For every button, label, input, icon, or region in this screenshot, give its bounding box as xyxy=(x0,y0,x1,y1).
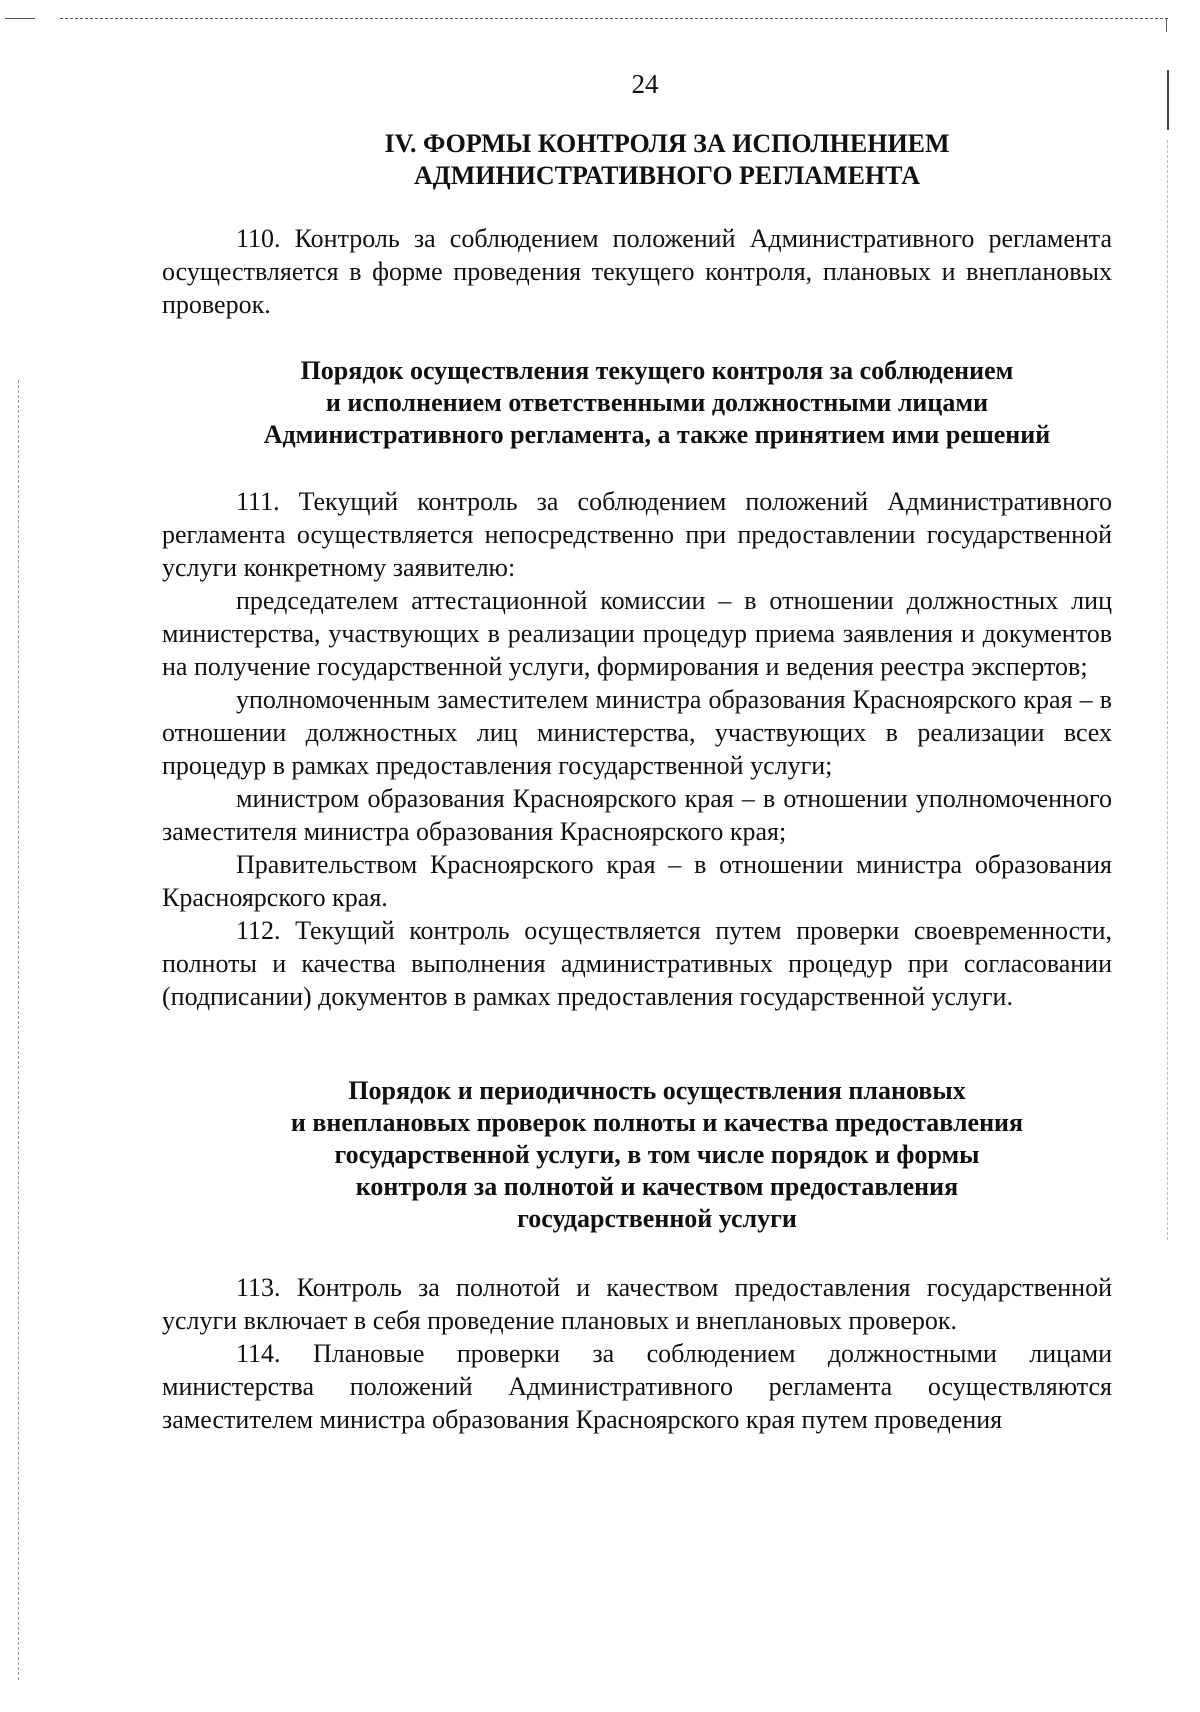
paragraph-111-deputy-minister: уполномоченным заместителем министра образования Красноярского края – в отношении должностных лиц министерства, участвующих в реализации всех процедур в рамках предоставления государственной услуги; xyxy=(162,685,1112,780)
scan-edge-right-faint xyxy=(1167,140,1168,1240)
page-number: 24 xyxy=(631,69,659,99)
subheading-current-control xyxy=(202,355,1112,451)
subheading-line: и внеплановых проверок полноты и качества предоставления xyxy=(290,1108,1024,1137)
section-title-line: АДМИНИСТРАТИВНОГО РЕГЛАМЕНТА xyxy=(414,161,920,190)
subheading-line: Порядок осуществления текущего контроля за соблюдением xyxy=(300,356,1014,385)
subheading-line: и исполнением ответственными должностными лицами xyxy=(325,388,989,417)
paragraph-112: 112. Текущий контроль осуществляется путем проверки своевременности, полноты и качества выполнения административных процедур при согласовании (подписании) документов в рамках предоставления государственной услуги. xyxy=(162,916,1112,1011)
paragraph-111-minister: министром образования Красноярского края – в отношении уполномоченного заместителя министра образования Красноярского края; xyxy=(162,784,1112,846)
paragraph-111: 111. Текущий контроль за соблюдением положений Административного регламента осуществляется непосредственно при предоставлении государственной услуги конкретному заявителю: xyxy=(162,487,1112,582)
section-title xyxy=(222,128,1112,192)
section-title-line: IV. ФОРМЫ КОНТРОЛЯ ЗА ИСПОЛНЕНИЕМ xyxy=(384,129,950,158)
scan-corner-mark xyxy=(1166,18,1167,32)
paragraph-111-chairman: председателем аттестационной комиссии – в отношении должностных лиц министерства, участвующих в реализации процедур приема заявления и документов на получение государственной услуги, формирования и ведения реестра экспертов; xyxy=(162,586,1112,681)
subheading-line: государственной услуги, в том числе порядок и формы xyxy=(334,1140,980,1169)
subheading-line: Порядок и периодичность осуществления плановых xyxy=(348,1076,966,1105)
scan-edge-left xyxy=(18,380,19,1680)
scan-edge-top xyxy=(60,18,1168,19)
subheading-scheduled-checks xyxy=(202,1075,1112,1235)
paragraph-110: 110. Контроль за соблюдением положений Административного регламента осуществляется в форме проведения текущего контроля, плановых и внеплановых проверок. xyxy=(162,224,1112,319)
paragraph-114: 114. Плановые проверки за соблюдением должностными лицами министерства положений Административного регламента осуществляются заместителем министра образования Красноярского края путем проведения xyxy=(162,1339,1112,1434)
document-body xyxy=(162,128,1112,1436)
subheading-line: контроля за полнотой и качеством предоставления xyxy=(355,1172,959,1201)
scan-edge-top-left xyxy=(5,18,35,19)
paragraph-113: 113. Контроль за полнотой и качеством предоставления государственной услуги включает в себя проведение плановых и внеплановых проверок. xyxy=(162,1273,1112,1335)
paragraph-111-government: Правительством Красноярского края – в отношении министра образования Красноярского края. xyxy=(162,850,1112,912)
subheading-line: государственной услуги xyxy=(517,1204,797,1233)
subheading-line: Административного регламента, а также принятием ими решений xyxy=(263,420,1051,449)
